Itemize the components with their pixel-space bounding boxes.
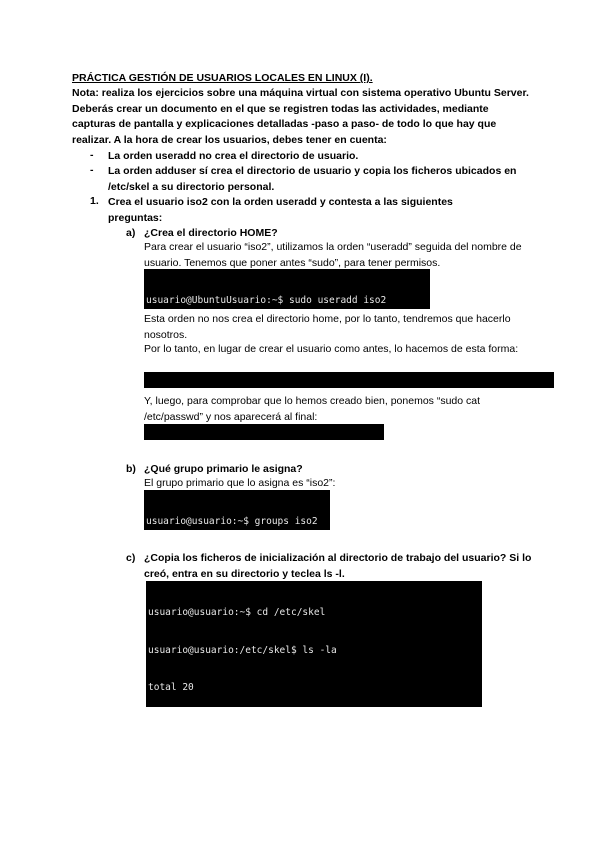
terminal-line: usuario@UbuntuUsuario:~$ sudo useradd iso2 — [146, 295, 387, 306]
terminal-line: usuario@usuario:/etc/skel$ ls -la — [148, 644, 337, 656]
answer-a-paragraph-2: Esta orden no nos crea el directorio home, por lo tanto, tendremos que hacerlo nosotros. — [144, 313, 511, 341]
question-c: ¿Copia los ficheros de inicialización al directorio de trabajo del usuario? Si lo creó, entra en su directorio y teclea ls -l. — [144, 552, 532, 580]
question-letter: a) — [126, 227, 136, 239]
terminal-line: usuario@usuario:~$ groups iso2 — [146, 516, 318, 527]
question-a: ¿Crea el directorio HOME? — [144, 227, 278, 239]
answer-a-paragraph-3: Por lo tanto, en lugar de crear el usuario como antes, lo hacemos de esta forma: — [144, 343, 519, 355]
bullet-marker: - — [90, 164, 94, 176]
bullet-marker: - — [90, 149, 94, 161]
answer-a-paragraph-4: Y, luego, para comprobar que lo hemos creado bien, ponemos “sudo cat /etc/passwd” y nos aparecerá al final: — [144, 395, 481, 423]
terminal-useradd-home — [144, 372, 554, 388]
terminal-passwd-entry — [144, 424, 384, 440]
terminal-line: total 20 — [148, 682, 194, 693]
answer-a-paragraph-1: Para crear el usuario “iso2”, utilizamos la orden “useradd” seguida del nombre de usuario. Tenemos que poner antes “sudo”, para tener permisos. — [144, 241, 522, 269]
answer-b-paragraph: El grupo primario que lo asigna es “iso2”: — [144, 477, 336, 489]
intro-note: Nota: realiza los ejercicios sobre una máquina virtual con sistema operativo Ubuntu Server. Deberás crear un documento en el que se registren todas las actividades, mediante capturas de pantalla y explicaciones detalladas -paso a paso- de todo lo que hay que realizar. A la hora de crear los usuarios, debes tener en cuenta: — [72, 87, 529, 146]
terminal-useradd — [144, 269, 430, 309]
terminal-groups — [144, 490, 330, 530]
item-number: 1. — [90, 195, 99, 207]
item-1-text: Crea el usuario iso2 con la orden useradd y contesta a las siguientes preguntas: — [108, 196, 453, 224]
document-title: PRÁCTICA GESTIÓN DE USUARIOS LOCALES EN LINUX (I). — [72, 72, 373, 84]
question-letter: b) — [126, 463, 136, 475]
bullet-adduser: La orden adduser sí crea el directorio de usuario y copia los ficheros ubicados en /etc/skel a su directorio personal. — [108, 165, 517, 193]
bullet-useradd: La orden useradd no crea el directorio de usuario. — [108, 150, 359, 162]
question-b: ¿Qué grupo primario le asigna? — [144, 463, 303, 475]
terminal-line: usuario@usuario:~$ cd /etc/skel — [148, 607, 326, 618]
terminal-skel-listing — [146, 581, 482, 707]
question-letter: c) — [126, 552, 136, 564]
